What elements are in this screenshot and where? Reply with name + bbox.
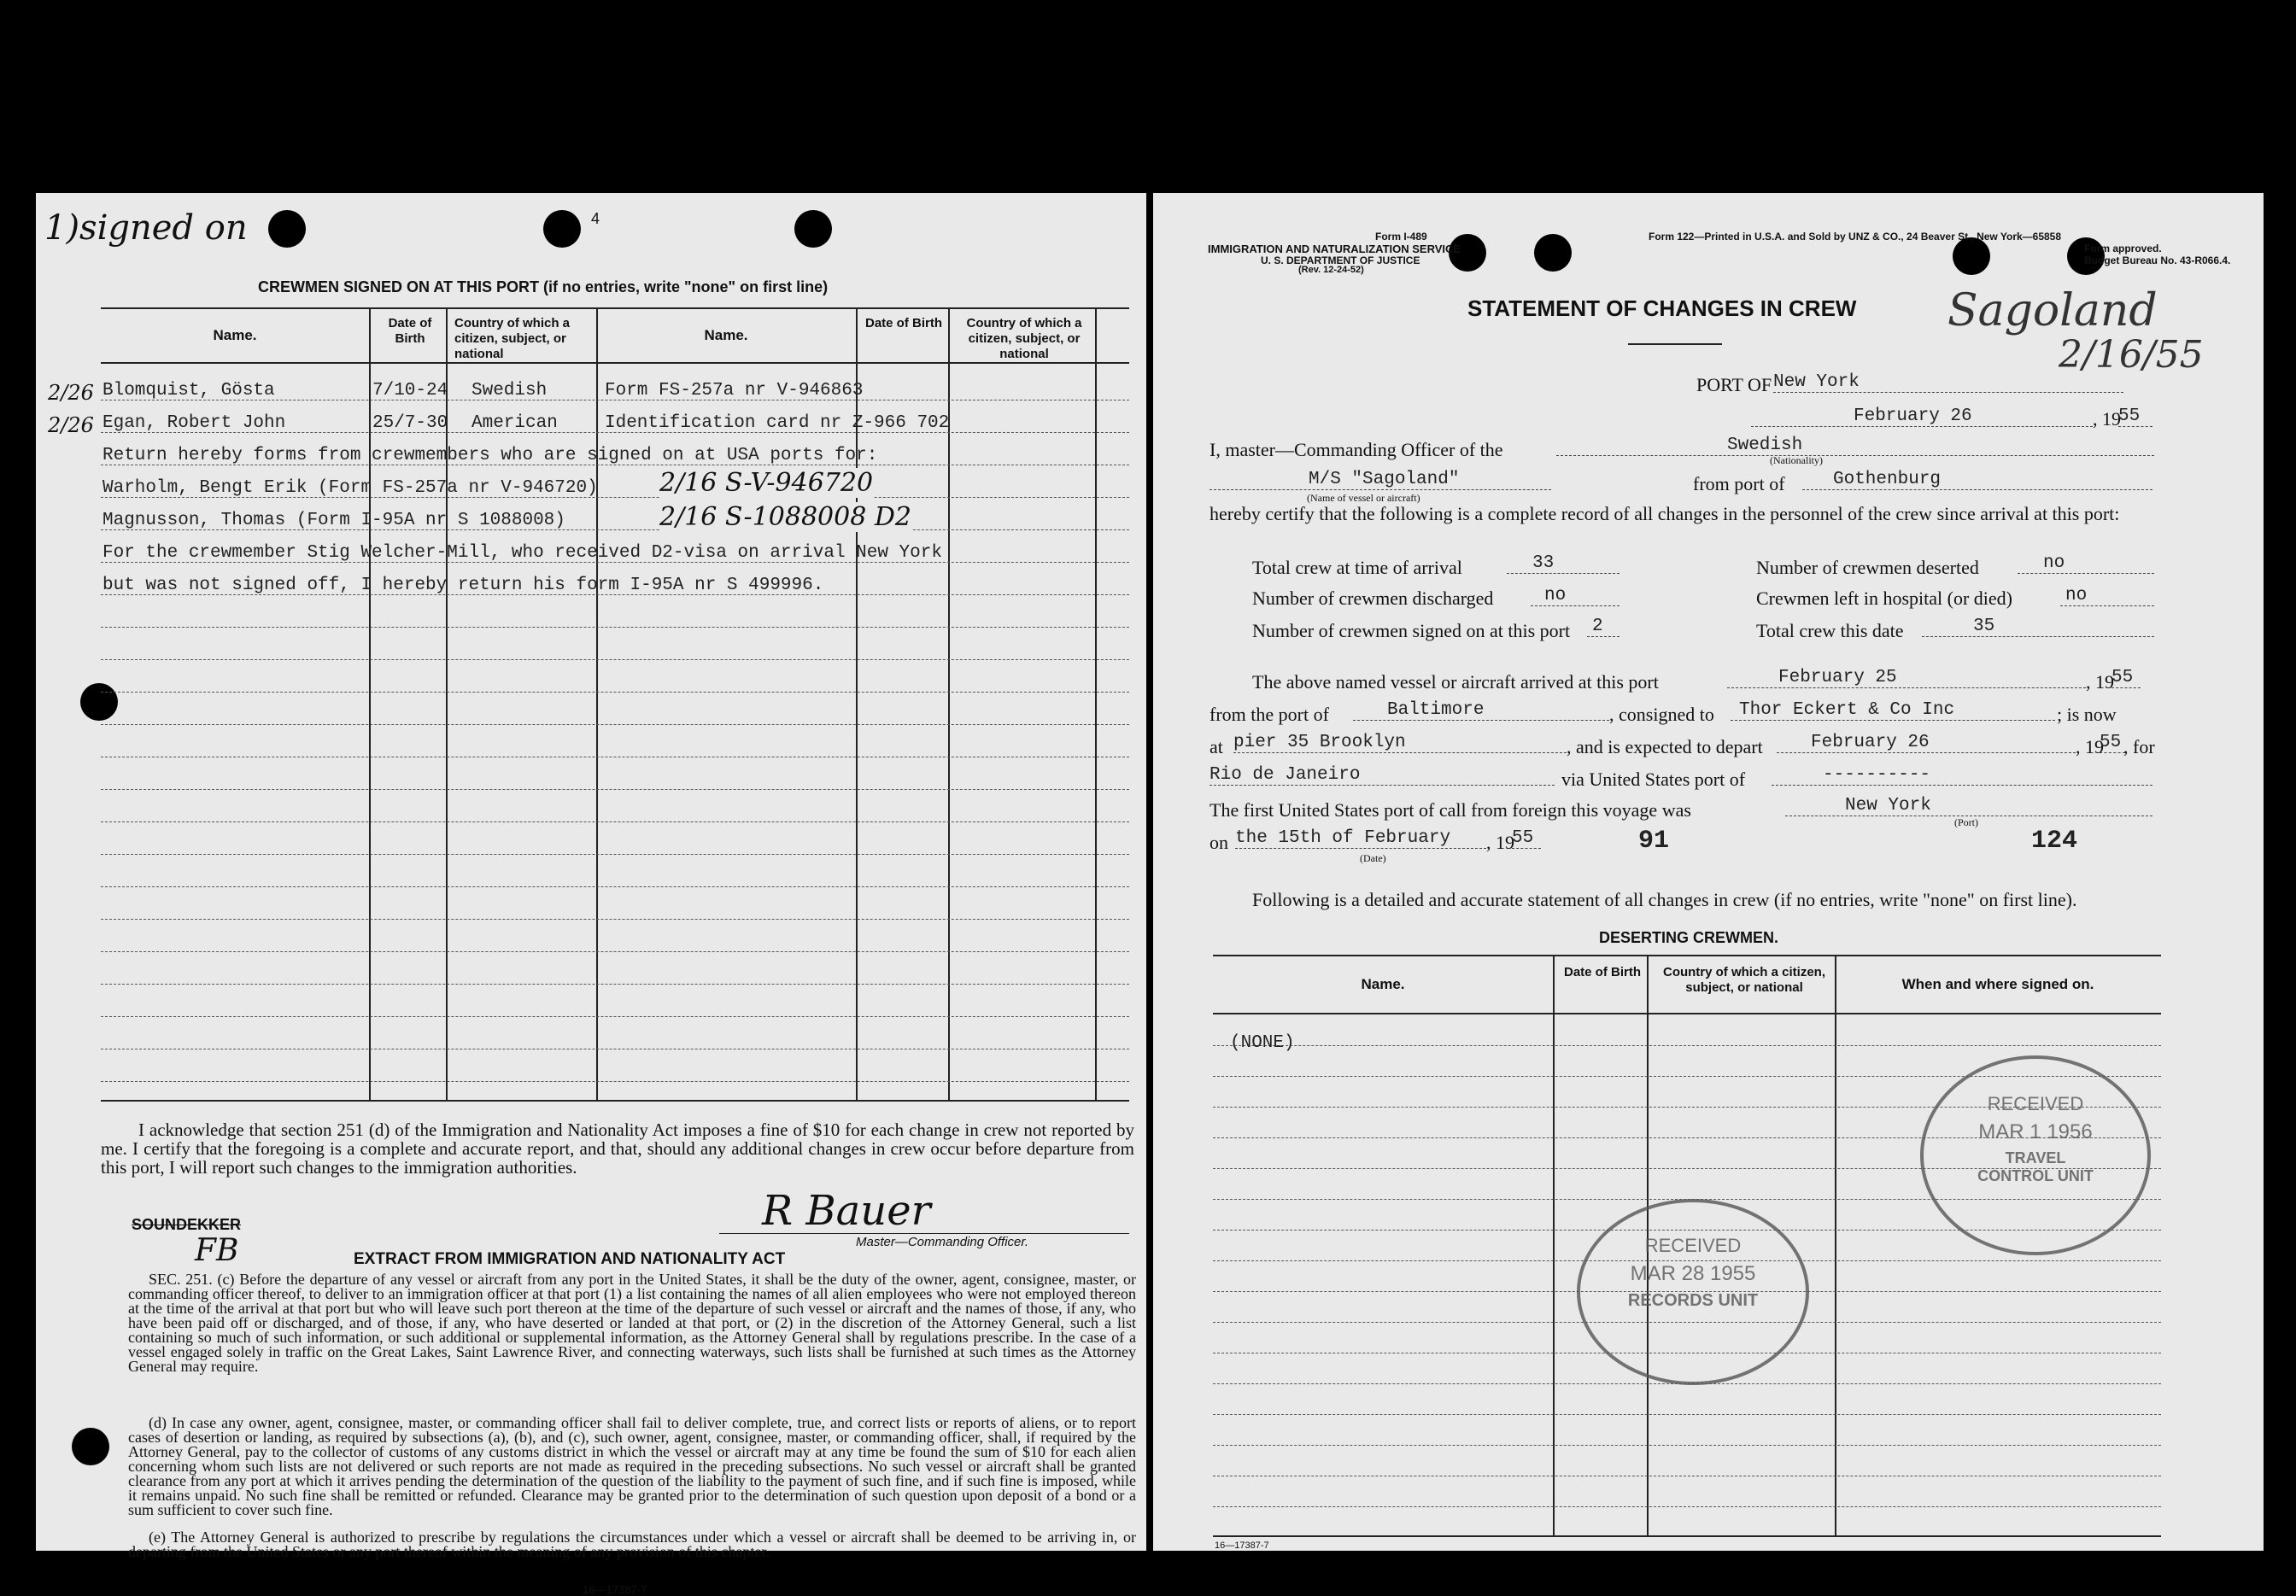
- arrived-value: February 25: [1727, 668, 2086, 688]
- handwritten-annotation: 2/16 S-1088008 D2: [659, 502, 911, 532]
- department-name: U. S. DEPARTMENT OF JUSTICE: [1261, 254, 1420, 266]
- form-approved: Form approved.: [2084, 243, 2162, 254]
- margin-note: 1)signed on: [44, 208, 248, 248]
- page-number: 4: [591, 210, 600, 227]
- row-mark: 2/26: [48, 413, 94, 437]
- first-port-label: The first United States port of call from foreign this voyage was: [1210, 799, 1691, 821]
- handwritten-vessel-name: Sagoland: [1948, 285, 2158, 336]
- stamp-date: MAR 1 1956: [1978, 1120, 2093, 1143]
- total-arrival-label: Total crew at time of arrival: [1252, 557, 1462, 578]
- signed-on-label: Number of crewmen signed on at this port: [1252, 620, 1571, 641]
- col-name-2: Name.: [704, 327, 748, 343]
- left-page: [36, 193, 1146, 1596]
- certification-text: hereby certify that the following is a complete record of all changes in the personnel of the crew since arrival at this port:: [1210, 503, 2120, 524]
- arrived-year: 55: [2112, 668, 2141, 688]
- via-label: via United States port of: [1561, 769, 1746, 790]
- date-value: February 26: [1751, 406, 2093, 427]
- crewmen-signed-on-title: CREWMEN SIGNED ON AT THIS PORT (if no entries, write "none" on first line): [258, 278, 829, 295]
- crew-document: Form FS-257a nr V-946863: [605, 381, 864, 400]
- first-port-value: New York: [1785, 796, 2152, 816]
- typed-line: Magnusson, Thomas (Form I-95A nr S 1088008): [102, 511, 565, 530]
- col-name: Name.: [213, 327, 257, 343]
- year-label: , 19: [2093, 408, 2121, 430]
- form-revision: (Rev. 12-24-52): [1298, 265, 1364, 275]
- typed-line: For the crewmember Stig Welcher-Mill, who received D2-visa on arrival New York: [102, 543, 942, 563]
- punch-hole: [80, 683, 118, 721]
- master-label: Master—Commanding Officer.: [856, 1235, 1029, 1249]
- total-date-label: Total crew this date: [1756, 620, 1904, 641]
- row-mark: 2/26: [48, 381, 94, 405]
- printer-line: Form 122—Printed in U.S.A. and Sold by UNZ & CO., 24 Beaver St., New York—65858: [1649, 231, 2062, 243]
- form-code: 16—17387-7: [1215, 1540, 1269, 1551]
- acknowledgment-text: I acknowledge that section 251 (d) of the Immigration and Nationality Act imposes a fine of $10 for each change in crew not reported by me. I certify that the foregoing is a complete and accurate report, and that, should any additional changes in crew occur before departure from this port, I will report such changes to the immigration authorities.: [101, 1120, 1134, 1178]
- crew-name: Egan, Robert John: [102, 413, 286, 433]
- form-code: 16—17387-7: [583, 1583, 647, 1596]
- stamp-unit: TRAVEL CONTROL UNIT: [1977, 1149, 2094, 1184]
- deserting-title: DESERTING CREWMEN.: [1599, 929, 1779, 946]
- for-label: , for: [2123, 736, 2155, 757]
- on-label: on: [1210, 832, 1228, 853]
- master-line-label: I, master—Commanding Officer of the: [1210, 439, 1503, 460]
- punch-hole: [1953, 237, 1990, 275]
- col-dob: Date of Birth: [388, 316, 432, 346]
- deserted-value: no: [2018, 553, 2154, 574]
- crew-country: Swedish: [472, 381, 548, 400]
- handwritten-date: 2/16/55: [2059, 333, 2204, 377]
- arrived-year-label: , 19: [2086, 671, 2114, 693]
- from-port-value: Gothenburg: [1802, 470, 2152, 490]
- stamp-date: MAR 28 1955: [1630, 1262, 1756, 1285]
- crew-dob: 25/7-30: [372, 413, 448, 433]
- punch-hole: [543, 210, 581, 248]
- desert-col-dob: Date of Birth: [1564, 965, 1641, 979]
- date-caption: (Date): [1360, 852, 1386, 864]
- punch-hole: [1534, 234, 1572, 272]
- nationality-caption: (Nationality): [1770, 454, 1823, 466]
- desert-entry: (NONE): [1230, 1033, 1295, 1053]
- desert-col-when: When and where signed on.: [1901, 976, 2094, 992]
- typed-line: Warholm, Bengt Erik (Form FS-257a nr V-946720): [102, 478, 598, 498]
- extract-section-d: (d) In case any owner, agent, consignee, master, or commanding officer shall fail to deliver complete, true, and correct lists or reports of aliens, or to report cases of desertion or landing, as required by subsections (a), (b), and (c), such owner, agent, consignee, master, or commanding officer, shall, if required by the Attorney General, pay to the collector of customs of any customs district in which the vessel or aircraft may at any time be found the sum of $10 for each alien concerning whom such lists are not delivered or such reports are not made as required in the preceding subsections. No such vessel or aircraft shall be granted clearance from any port at which it arrives pending the determination of the question of the liability to the payment of such fine, and if such fine is imposed, while it remains unpaid. No such fine shall be remitted or refunded. Clearance may be granted prior to the determination of such question upon deposit of a bond or a sum sufficient to cover such fine.: [128, 1414, 1136, 1518]
- year-value: 55: [2118, 406, 2152, 427]
- typed-line: Return hereby forms from crewmembers who are signed on at USA ports for:: [102, 446, 878, 465]
- stamp-number: 124: [2031, 827, 2078, 856]
- punch-hole: [268, 210, 306, 248]
- arrived-label: The above named vessel or aircraft arrived at this port: [1252, 671, 1659, 693]
- crew-country: American: [472, 413, 558, 433]
- budget-bureau: Budget Bureau No. 43-R066.4.: [2084, 254, 2231, 266]
- stamp-received: RECEIVED: [1987, 1093, 2084, 1114]
- initials: FB: [195, 1233, 239, 1268]
- form-number: Form I-489: [1375, 231, 1427, 243]
- from-port-of-label: from the port of: [1210, 704, 1329, 725]
- right-page: [1153, 193, 2264, 1551]
- consigned-value: Thor Eckert & Co Inc: [1731, 700, 2055, 721]
- agency-name: IMMIGRATION AND NATURALIZATION SERVICE: [1208, 243, 1461, 255]
- document-title: STATEMENT OF CHANGES IN CREW: [1467, 295, 1857, 321]
- punch-hole: [72, 1428, 109, 1465]
- depart-label: , and is expected to depart: [1567, 736, 1763, 757]
- stamp-number: 91: [1638, 827, 1670, 856]
- crew-name: Blomquist, Gösta: [102, 381, 275, 400]
- total-date-value: 35: [1922, 617, 2154, 637]
- punch-hole: [794, 210, 832, 248]
- on-year: 55: [1512, 828, 1541, 849]
- stamp-received: RECEIVED: [1644, 1235, 1742, 1256]
- depart-year-label: , 19: [2076, 736, 2104, 757]
- hospital-value: no: [2060, 586, 2154, 606]
- at-label: at: [1210, 736, 1223, 757]
- vessel-value: M/S "Sagoland": [1210, 470, 1551, 490]
- col-country-2: Country of which a citizen, subject, or national: [966, 316, 1082, 361]
- following-text: Following is a detailed and accurate statement of all changes in crew (if no entries, write "none" on first line).: [1252, 889, 2077, 910]
- col-dob-2: Date of Birth: [865, 316, 942, 330]
- from-port-label: from port of: [1693, 473, 1785, 494]
- total-arrival-value: 33: [1507, 553, 1620, 574]
- signed-on-value: 2: [1587, 617, 1620, 637]
- handwritten-annotation: 2/16 S-V-946720: [659, 468, 874, 498]
- at-value: pier 35 Brooklyn: [1233, 733, 1567, 753]
- soundekker-stamp: SOUNDEKKER: [132, 1216, 242, 1233]
- consigned-label: , consigned to: [1609, 704, 1714, 725]
- desert-col-country: Country of which a citizen, subject, or national: [1662, 965, 1825, 995]
- on-value: the 15th of February: [1235, 828, 1486, 849]
- destination-value: Rio de Janeiro: [1210, 765, 1555, 786]
- port-label: PORT OF: [1696, 374, 1772, 395]
- hospital-label: Crewmen left in hospital (or died): [1756, 588, 2012, 609]
- crew-dob: 7/10-24: [372, 381, 448, 400]
- received-stamp-records-unit: [1577, 1199, 1809, 1385]
- discharged-value: no: [1531, 586, 1620, 606]
- typed-line: but was not signed off, I hereby return his form I-95A nr S 499996.: [102, 576, 824, 595]
- nationality-value: Swedish: [1556, 436, 2154, 456]
- port-caption: (Port): [1954, 816, 1978, 828]
- deserted-label: Number of crewmen deserted: [1756, 557, 1979, 578]
- port-value: New York: [1773, 372, 2123, 393]
- extract-title: EXTRACT FROM IMMIGRATION AND NATIONALITY ACT: [354, 1250, 786, 1268]
- extract-section-c: SEC. 251. (c) Before the departure of any vessel or aircraft from any port in the United States, it shall be the duty of the owner, agent, consignee, master, or commanding officer thereof, to deliver to an immigration officer at that port (1) a list containing the names of all alien employees who were not employed thereon at the time of the arrival at that port but who will leave such port thereon at the time of the departure of such vessel or aircraft and the names of those, if any, who have been paid off or discharged, and of those, if any, who have deserted or landed at that port, or (2) in the discretion of the Attorney General, such a list containing so much of such information, or such additional or supplemental information, as the Attorney General shall by regulations prescribe. In the case of a vessel engaged solely in traffic on the Great Lakes, Saint Lawrence River, and connecting waterways, such lists shall be furnished at such times as the Attorney General may require.: [128, 1271, 1136, 1375]
- discharged-label: Number of crewmen discharged: [1252, 588, 1494, 609]
- depart-value: February 26: [1777, 733, 2076, 753]
- crew-document: Identification card nr Z-966 702: [605, 413, 950, 433]
- from-port-of-value: Baltimore: [1353, 700, 1609, 721]
- col-country: Country of which a citizen, subject, or national: [454, 316, 570, 361]
- via-value: ----------: [1772, 765, 2152, 786]
- master-signature: R Bauer: [762, 1187, 931, 1235]
- vessel-caption: (Name of vessel or aircraft): [1307, 492, 1420, 504]
- stamp-unit: RECORDS UNIT: [1627, 1291, 1759, 1310]
- received-stamp-travel-control: [1920, 1055, 2151, 1255]
- extract-section-e: (e) The Attorney General is authorized to prescribe by regulations the circumstances under which a vessel or aircraft shall be deemed to be arriving in, or departing from the United States or any port thereof within the meaning of any provision of this chapter.: [128, 1529, 1136, 1560]
- depart-year: 55: [2100, 733, 2125, 753]
- is-now-label: ; is now: [2057, 704, 2117, 725]
- on-year-label: , 19: [1486, 832, 1514, 853]
- desert-col-name: Name.: [1361, 976, 1405, 992]
